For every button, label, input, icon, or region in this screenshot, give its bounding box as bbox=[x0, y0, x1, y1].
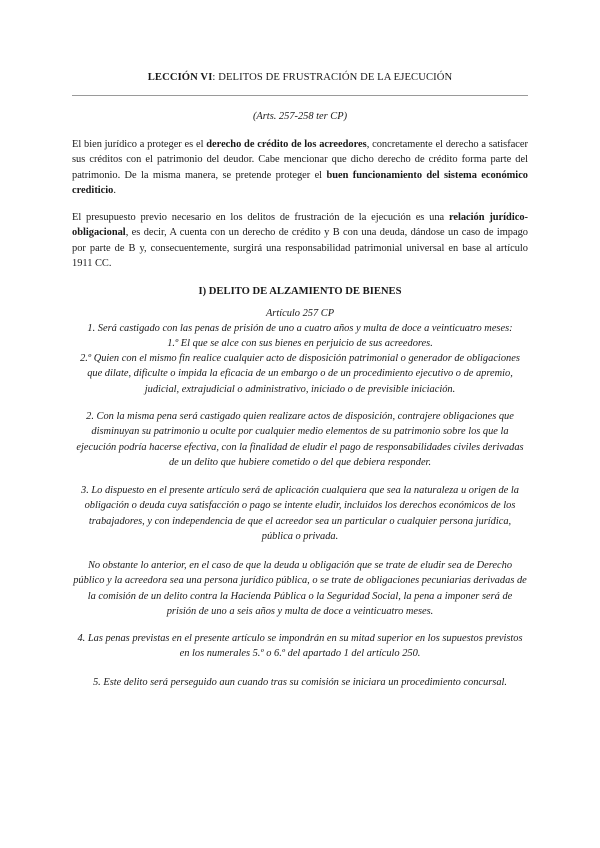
article-paragraph-2: 2. Con la misma pena será castigado quien realizare actos de disposición, contrajere obligaciones que disminuyan su patrimonio u oculte por cualquier medio elementos de su patrimonio sobre los que la ejecución podría hacerse efectiva, con la finalidad de eludir el pago de responsabilidades civiles derivadas de un delito que hubiere cometido o del que debiera responder. bbox=[76, 411, 524, 469]
p1-text-c: , concretamente el derecho a satisfacer sus créditos con el patrimonio del deudor. Cabe mencionar que dicho derecho de crédito forma parte del patrimonio. De la misma manera, se pretende proteger el bbox=[72, 139, 528, 181]
title-divider bbox=[72, 95, 528, 96]
article-heading: Artículo 257 CP bbox=[265, 308, 335, 319]
p1-bold-credit-system: buen funcionamiento del sistema económico crediticio bbox=[72, 169, 529, 197]
article-paragraph-4: 4. Las penas previstas en el presente artículo se impondrán en su mitad superior en los supuestos previstos en los numerales 5.º o 6.º del apartado 1 del artículo 250. bbox=[77, 633, 523, 660]
lesson-number: LECCIÓN VI bbox=[147, 72, 213, 83]
paragraph-prerequisite bbox=[72, 210, 528, 272]
p2-text-c: , es decir, A cuenta con un derecho de crédito y B con una deuda, dándose un caso de impago por parte de B y, consecuentemente, surgirá una responsabilidad patrimonial universal en base al artículo 1911 CC. bbox=[72, 227, 528, 270]
p2-bold-relationship: relación jurídico-obligacional bbox=[72, 212, 528, 239]
lesson-name: : DELITOS DE FRUSTRACIÓN DE LA EJECUCIÓN bbox=[212, 72, 453, 83]
article-paragraph-3: 3. Lo dispuesto en el presente artículo será de aplicación cualquiera que sea la naturaleza u origen de la obligación o deuda cuya satisfacción o pago se intente eludir, incluidos los derechos económicos de los trabajadores, y con independencia de que el acreedor sea un particular o cualquier persona jurídica, pública o privada. bbox=[81, 485, 519, 543]
article-paragraph-5: 5. Este delito será perseguido aun cuando tras su comisión se iniciara un procedimiento concursal. bbox=[92, 677, 508, 688]
article-item-2: 2.º Quien con el mismo fin realice cualquier acto de disposición patrimonial o generador de obligaciones que dilate, dificulte o impida la eficacia de un embargo o de un procedimiento ejecutivo o de apremio, judicial, extrajudicial o administrativo, iniciado o de previsible iniciación. bbox=[80, 353, 520, 395]
article-paragraph-1: 1. Será castigado con las penas de prisión de uno a cuatro años y multa de doce a veinticuatro meses: bbox=[87, 323, 513, 334]
p2-text-a: El presupuesto previo necesario en los delitos de frustración de la ejecución es una bbox=[72, 212, 449, 223]
section-title: I) DELITO DE ALZAMIENTO DE BIENES bbox=[198, 286, 402, 297]
article-item-1: 1.º El que se alce con sus bienes en perjuicio de sus acreedores. bbox=[167, 338, 433, 349]
p1-bold-creditors-right: derecho de crédito de los acreedores bbox=[206, 139, 367, 150]
article-paragraph-exception: No obstante lo anterior, en el caso de que la deuda u obligación que se trate de eludir sea de Derecho público y la acreedora sea una persona jurídico pública, o se trate de obligaciones pecuniarias derivadas de la comisión de un delito contra la Hacienda Pública o la Seguridad Social, la pena a imponer será de prisión de uno a seis años y multa de doce a veinticuatro meses. bbox=[73, 560, 527, 618]
articles-reference: (Arts. 257-258 ter CP) bbox=[252, 111, 348, 122]
p1-text-a: El bien jurídico a proteger es el bbox=[72, 139, 207, 150]
lesson-title bbox=[72, 70, 528, 85]
paragraph-legal-interest bbox=[72, 137, 528, 199]
p1-text-e: . bbox=[113, 185, 116, 197]
